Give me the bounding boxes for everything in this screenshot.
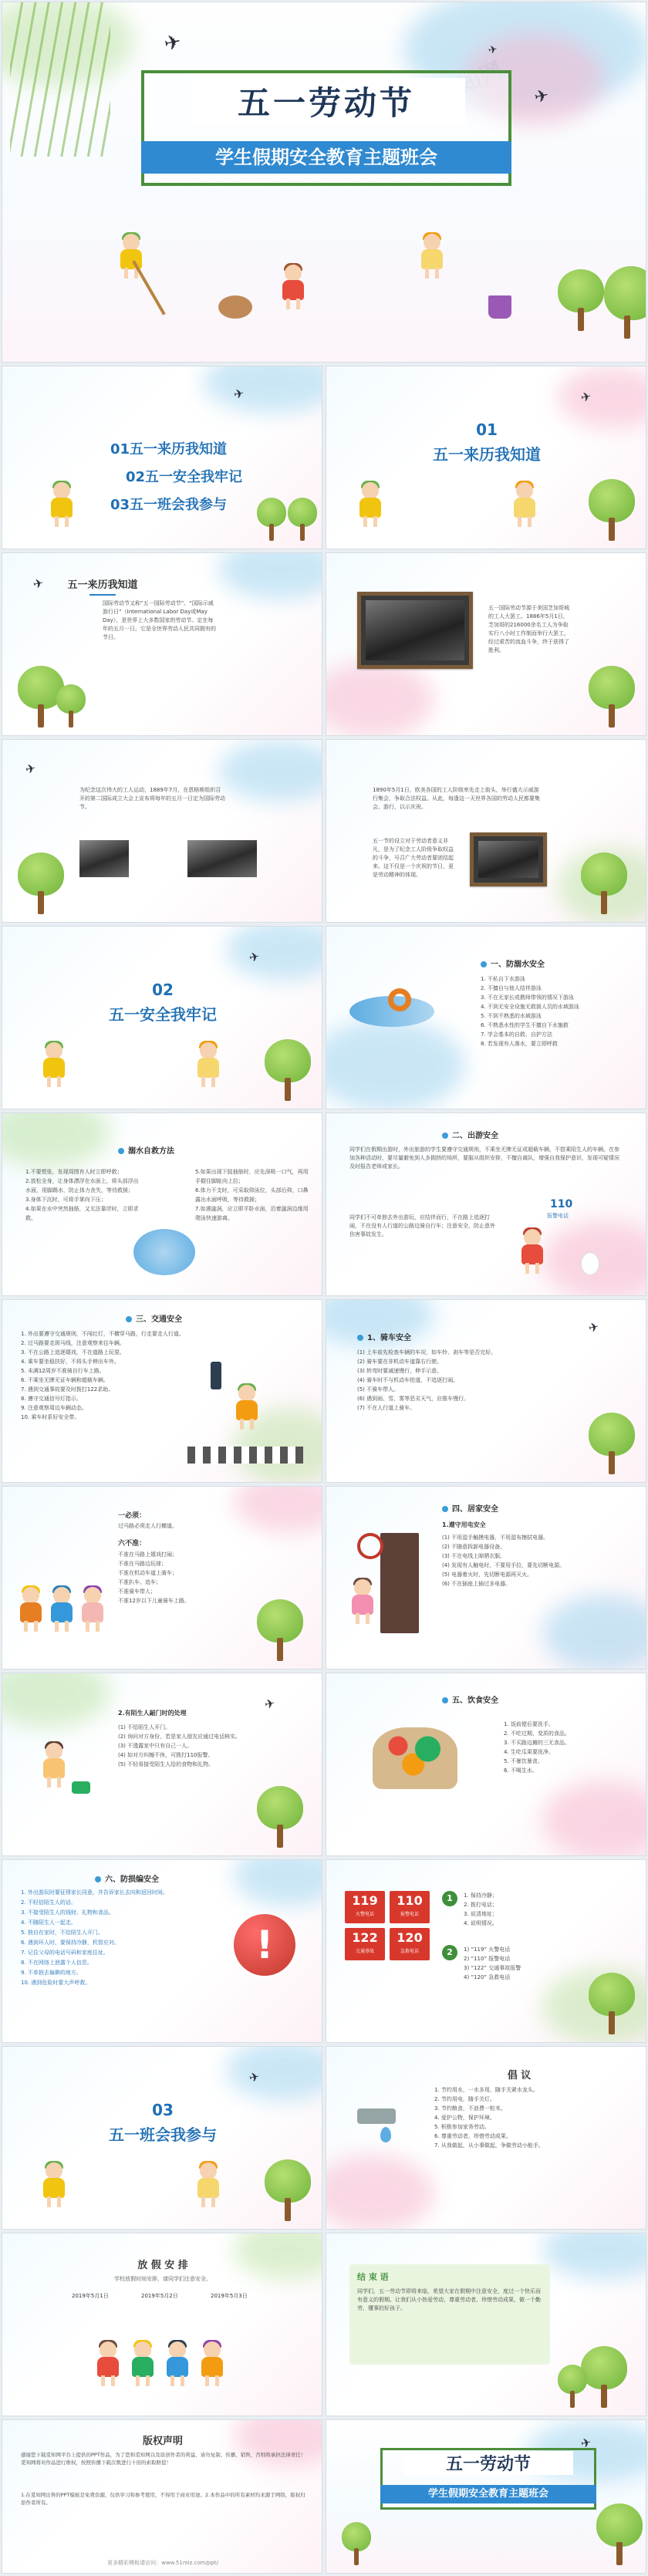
slide-heading: 1、骑车安全 xyxy=(357,1331,457,1343)
tree-illustration xyxy=(581,829,627,914)
step-badge: 2 xyxy=(442,1945,457,1960)
rule-item: (3) 不在电线上晾晒衣服。 xyxy=(442,1553,506,1559)
rule-item: 3. 说清地址； xyxy=(464,1911,498,1917)
rule-item: (1) 不用湿手触摸电器，不用湿布擦拭电器。 xyxy=(442,1534,549,1541)
kid-illustration xyxy=(79,1587,110,1641)
end-subtitle: 学生假期安全教育主题班会 xyxy=(380,2485,596,2503)
proposal-item: 7. 从我做起，从小事做起，争做劳动小能手。 xyxy=(434,2142,544,2149)
slide-traffic xyxy=(2,1299,322,1483)
step-badge: 1 xyxy=(442,1891,457,1906)
proposal-list xyxy=(434,2085,627,2150)
traffic-light-icon xyxy=(211,1362,221,1389)
emergency-number-box[interactable] xyxy=(390,1928,430,1960)
swallow-icon: ✈ xyxy=(587,1318,601,1336)
watercolor-wash xyxy=(542,1781,646,1856)
section-number: 03 xyxy=(152,2101,174,2119)
tree-illustration xyxy=(18,829,64,914)
slide-paragraph: 同学们，五一劳动节即将来临，希望大家在假期中注意安全，度过一个快乐而有意义的假期。让我们从小热爱劳动，尊重劳动者，珍惜劳动成果，做一个勤劳、懂事的好孩子。 xyxy=(357,2288,541,2311)
rule-item: 9. 注意观察周边车辆动态。 xyxy=(21,1405,87,1411)
rule-item: 8. 遵守交通信号灯指示。 xyxy=(21,1396,82,1402)
watercolor-wash xyxy=(218,740,322,802)
watercolor-wash xyxy=(203,366,322,413)
rule-item: 不准骑车带人； xyxy=(118,1588,156,1595)
rule-item: (6) 遇到雨、雪、雾等恶劣天气，应推车慢行。 xyxy=(357,1396,470,1402)
slide-heading: 六、防损编安全 xyxy=(95,1872,211,1885)
rule-item: 不准12岁以下儿童骑车上路。 xyxy=(118,1598,190,1604)
toc-item[interactable]: 02五一安全我牢记 xyxy=(126,469,243,485)
rule-item: (4) 骑车时不与机动车抢道，不追逐打闹。 xyxy=(357,1377,459,1383)
kid-illustration xyxy=(234,1385,265,1439)
watercolor-wash xyxy=(542,2233,646,2280)
rule-item: 3. 不接受陌生人的钱财、礼物和食品。 xyxy=(21,1909,114,1916)
tree-illustration xyxy=(604,246,646,339)
watercolor-wash xyxy=(234,1859,322,1906)
photo-frame xyxy=(357,592,473,669)
rule-item: 5. 不到不熟悉的水域游泳 xyxy=(481,1013,542,1019)
pool-illustration xyxy=(133,1229,195,1275)
slide-history-4 xyxy=(326,739,646,923)
willow-branches xyxy=(10,2,110,157)
kid-illustration xyxy=(511,482,542,536)
proposal-item: 5. 积极参加家务劳动。 xyxy=(434,2124,490,2130)
slide-paragraph: 国际劳动节又称“五一国际劳动节”、“国际示威游行日”（International Labor Day或May Day），是世界上大多数国家的劳动节。定在每年的五月一日。它是全世界劳动人民共同拥有的节日。 xyxy=(103,600,216,640)
rule-list xyxy=(481,974,627,1048)
emergency-number-box[interactable] xyxy=(345,1891,385,1923)
rescue-list-right xyxy=(195,1167,311,1223)
slide-toc xyxy=(2,366,322,549)
section-title: 五一安全我牢记 xyxy=(109,1005,217,1024)
rule-item: (5) 不骑车带人。 xyxy=(357,1386,400,1393)
tree-illustration xyxy=(589,1950,635,2034)
emergency-number-box[interactable] xyxy=(345,1928,385,1960)
schedule-date: 2019年5月3日 xyxy=(211,2293,248,2299)
rescue-item: 7.如遇漩涡，应立即平卧水面，沿着漩涡边缘用爬泳快速游离。 xyxy=(195,1206,309,1221)
swallow-icon: ✈ xyxy=(248,2068,262,2086)
watercolor-wash xyxy=(234,1486,322,1533)
rule-item: 8. 不在网络上泄露个人信息。 xyxy=(21,1960,93,1966)
kid-illustration xyxy=(419,234,450,288)
rule-item: 4. 不到无安全设施无救援人员的水域游泳 xyxy=(481,1004,579,1010)
numbers-list xyxy=(464,1945,587,1982)
rule-item: (3) 不透露家中只有自己一人。 xyxy=(118,1743,193,1749)
rule-item: 2. 不吃过期、变质的食品。 xyxy=(504,1730,570,1737)
slide-paragraph: 感谢您下载觅知网平台上提供的PPT作品，为了您和觅知网以及原创作者的利益，请勿复制、传播、销售，否则将承担法律责任！觅知网将对作品进行维权，按照传播下载次数进行十倍的索取赔偿！ xyxy=(21,2452,306,2466)
toc-item[interactable]: 03五一班会我参与 xyxy=(110,497,228,513)
crosswalk-illustration xyxy=(187,1447,303,1464)
slide-anti-abduction xyxy=(2,1859,322,2043)
historic-photo xyxy=(79,840,129,877)
emergency-number: 110 xyxy=(397,1893,423,1908)
rule-item: 3. 不在无家长或教师带领的情况下游泳 xyxy=(481,994,574,1001)
rule-item: 6. 不喝生水。 xyxy=(504,1767,538,1774)
rule-item: (2) 询问对方身份，若是家人朋友应通过电话核实。 xyxy=(118,1734,241,1740)
kid-illustration xyxy=(280,265,311,319)
kid-illustration xyxy=(41,2162,72,2216)
rule-item: 1. 保持冷静； xyxy=(464,1892,498,1899)
slide-heading: 放 假 安 排 xyxy=(137,2260,188,2271)
section-title: 五一来历我知道 xyxy=(433,445,541,464)
watercolor-wash xyxy=(326,661,434,736)
food-list xyxy=(504,1720,619,1775)
bucket-illustration xyxy=(488,295,511,319)
slide-history-1 xyxy=(2,552,322,736)
sub-heading: 2.有陌生人敲门时的处理 xyxy=(118,1710,187,1717)
rule-item: 2) “110” 报警电话 xyxy=(464,1956,511,1962)
slide-heading: 版权声明 xyxy=(142,2436,183,2447)
rule-item: 5. 不暴饮暴食。 xyxy=(504,1758,543,1764)
proposal-item: 3. 节约粮食，不浪费一粒米。 xyxy=(434,2105,506,2112)
warning-icon: ! xyxy=(234,1914,295,1976)
rule-item: 8. 若发现有人落水，要立即呼救 xyxy=(481,1041,558,1047)
proposal-item: 4. 爱护公物，保护环境。 xyxy=(434,2115,495,2121)
rule-item: (4) 发现有人触电时，不要用手拉，要先切断电源。 xyxy=(442,1562,565,1568)
slide-cycling xyxy=(326,1299,646,1483)
slide-section-01 xyxy=(326,366,646,549)
slide-history-2 xyxy=(326,552,646,736)
tree-illustration xyxy=(265,1024,311,1101)
rule-item: 7. 遇到交通事故要及时拨打122求助。 xyxy=(21,1386,114,1393)
rule-item: 不准在马路上嬉戏打闹； xyxy=(118,1551,177,1558)
rule-item: 3) “122” 交通事故报警 xyxy=(464,1965,521,1971)
kid-illustration xyxy=(199,2341,230,2395)
sub-heading: 1.遵守用电安全 xyxy=(442,1521,486,1528)
cover-title: 五一劳动节 xyxy=(187,78,465,124)
watercolor-wash xyxy=(558,366,646,428)
kid-illustration xyxy=(519,1229,550,1283)
slide-paragraph: 1890年5月1日，欧美各国的工人阶级率先走上街头，举行盛大示威游行集会，争取合法权益。从此，每逢这一天世界各国的劳动人民都要集会、游行，以示庆祝。 xyxy=(373,787,540,810)
emergency-number: 119 xyxy=(352,1893,378,1908)
stranger-list xyxy=(118,1723,272,1769)
rabbit-illustration xyxy=(581,1252,599,1275)
rule-item: 7. 学会基本的自救、自护方法 xyxy=(481,1031,552,1038)
tree-illustration xyxy=(288,479,319,541)
section-number: 01 xyxy=(476,420,498,439)
rule-item: (2) 骑车要在非机动车道靠右行驶。 xyxy=(357,1359,443,1365)
kid-illustration xyxy=(349,1579,380,1633)
slide-heading: 溺水自救方法 xyxy=(118,1144,218,1156)
rule-item: 5. 独自在家时，不给陌生人开门。 xyxy=(21,1929,103,1936)
rescue-item: 5.如果出现下肢抽筋时，应先深吸一口气，再用手握住脚趾向上拉； xyxy=(195,1169,309,1184)
rule-item: (6) 不在插座上插过多电器。 xyxy=(442,1581,511,1587)
kid-illustration xyxy=(164,2341,195,2395)
swallow-icon: ✈ xyxy=(248,948,262,966)
rule-item: 不准在机动车道上骑车； xyxy=(118,1570,177,1576)
slide-proposal xyxy=(326,2046,646,2230)
rule-item: (5) 电器着火时，先切断电源再灭火。 xyxy=(442,1572,533,1578)
watercolor-wash xyxy=(542,1595,646,1670)
cycling-list xyxy=(357,1348,581,1413)
rule-item: (1) 上车前先检查车辆的车况，如车铃、刹车等是否完好。 xyxy=(357,1349,497,1356)
emergency-number-box[interactable] xyxy=(390,1891,430,1923)
tree-illustration xyxy=(589,1389,635,1474)
slide-heading: 三、交通安全 xyxy=(126,1312,226,1325)
six-rules-list xyxy=(118,1550,234,1605)
cover-slide xyxy=(2,2,646,363)
tree-illustration xyxy=(589,643,635,728)
slide-paragraph: 过马路必须走人行横道。 xyxy=(118,1523,177,1529)
kid-illustration xyxy=(49,1587,79,1641)
call-steps-list xyxy=(464,1891,572,1928)
rule-item: 4. 不随陌生人一起走。 xyxy=(21,1919,76,1926)
tree-illustration xyxy=(342,2511,373,2565)
slide-home-safety xyxy=(326,1486,646,1670)
swallow-icon: ✈ xyxy=(232,385,246,403)
rule-item: 4) “120” 急救电话 xyxy=(464,1974,511,1980)
slide-heading: 四、居家安全 xyxy=(442,1502,542,1514)
traffic-list xyxy=(21,1329,198,1422)
slide-section-03 xyxy=(2,2046,322,2230)
emergency-label: 报警电话 xyxy=(400,1912,419,1917)
slide-heading: 五一来历我知道 xyxy=(49,576,157,596)
rescue-item: 1.不要慌张，发现周围有人时立即呼救； xyxy=(25,1169,123,1175)
schedule-date: 2019年5月1日 xyxy=(72,2293,109,2299)
tree-illustration xyxy=(558,254,604,331)
rescue-item: 4.如果在水中突然抽筋，又无法靠岸时，立即求救。 xyxy=(25,1206,139,1221)
dog-illustration xyxy=(218,295,252,319)
rule-item: (2) 不随意拆卸电器设备。 xyxy=(442,1544,506,1550)
rule-item: 9. 不单独去偏僻的地方。 xyxy=(21,1970,82,1976)
watercolor-wash xyxy=(218,552,322,599)
rule-heading: 一必须： xyxy=(118,1512,147,1520)
toc-item[interactable]: 01五一来历我知道 xyxy=(110,441,228,457)
rule-item: 4. 生吃瓜果要洗净。 xyxy=(504,1749,554,1755)
rule-item: 不准扒车、追车； xyxy=(118,1579,161,1585)
rule-item: 1. 饭前便后要洗手。 xyxy=(504,1721,554,1727)
slide-paragraph: 五一国际劳动节源于美国芝加哥城的工人大罢工。1886年5月1日，芝加哥的216000余名工人为争取实行八小时工作制而举行大罢工，经过艰苦的流血斗争，终于获得了胜利。 xyxy=(488,605,569,653)
proposal-item: 2. 节约用电，随手关灯。 xyxy=(434,2096,495,2102)
tree-illustration xyxy=(265,2144,311,2221)
slide-travel xyxy=(326,1112,646,1296)
swallow-icon: ✈ xyxy=(579,388,593,406)
tree-illustration xyxy=(558,2346,589,2408)
kid-illustration xyxy=(195,1042,226,1096)
rule-item: 10. 遇到危险时要大声呼救。 xyxy=(21,1980,91,1986)
telephone-icon xyxy=(72,1781,90,1794)
rule-item: 2. 不轻信陌生人的话。 xyxy=(21,1899,76,1906)
swallow-icon: ✈ xyxy=(579,2434,593,2452)
rule-item: 1. 不私自下水游泳 xyxy=(481,976,525,982)
kid-illustration xyxy=(41,1743,72,1797)
rule-item: 2. 拨打电话； xyxy=(464,1902,498,1908)
tree-illustration xyxy=(56,666,87,728)
kid-illustration xyxy=(18,1587,49,1641)
no-entry-icon xyxy=(357,1533,383,1559)
slide-drowning xyxy=(326,926,646,1109)
faucet-icon xyxy=(357,2108,396,2124)
slide-self-rescue xyxy=(2,1112,322,1296)
emergency-number: 120 xyxy=(397,1930,423,1945)
call-label: 报警电话 xyxy=(547,1213,569,1219)
slide-heading: 倡 议 xyxy=(507,2070,532,2081)
kid-illustration xyxy=(357,482,388,536)
slide-history-3 xyxy=(2,739,322,923)
watercolor-wash xyxy=(2,1673,110,1727)
section-title: 五一班会我参与 xyxy=(109,2125,217,2144)
watercolor-wash xyxy=(226,926,322,981)
emergency-number: 122 xyxy=(352,1930,378,1945)
proposal-item: 6. 尊重劳动者，珍惜劳动成果。 xyxy=(434,2133,511,2139)
kid-illustration xyxy=(95,2341,126,2395)
emergency-label: 交通事故 xyxy=(355,1949,374,1954)
tree-illustration xyxy=(589,464,635,541)
rule-item: 3. 不在公路上追逐嬉戏，不在道路上玩耍。 xyxy=(21,1349,125,1356)
swallow-icon: ✈ xyxy=(32,575,46,593)
rule-item: (4) 如对方纠缠不休，可拨打110报警。 xyxy=(118,1752,214,1758)
rule-item: 10. 乘车时系好安全带。 xyxy=(21,1414,80,1420)
slide-paragraph: 五一节的设立对于劳动者意义非凡，是为了纪念工人阶级争取权益的斗争，号召广大劳动者要团结起来。这不仅是一个庆祝的节日，更是劳动精神的体现。 xyxy=(373,838,454,878)
swim-ring-icon xyxy=(388,988,411,1011)
swallow-icon: ✈ xyxy=(24,760,38,778)
rescue-item: 3.身体下沉时，可将手掌向下压； xyxy=(25,1197,106,1203)
rule-item: 6. 遇到坏人时，要保持冷静，机智应对。 xyxy=(21,1940,120,1946)
anti-abduction-list xyxy=(21,1888,206,1988)
vegetable-basket-illustration xyxy=(373,1727,457,1789)
slide-paragraph: 1.在觅知网出售的PPT模板是免费资源，仅供学习和参考使用，不得用于商业用途。2.本作品中的所有素材均来源于网络，版权归原作者所有。 xyxy=(21,2492,305,2506)
rule-item: 2. 不擅自与他人结伴游泳 xyxy=(481,985,542,991)
rule-item: 4. 说明情况。 xyxy=(464,1920,498,1926)
watercolor-wash xyxy=(226,2046,322,2101)
rule-item: 5. 未满12周岁不准骑自行车上路。 xyxy=(21,1368,105,1374)
tree-illustration xyxy=(257,1576,303,1661)
slide-paragraph: 同学们不可单独去外出游玩，应结伴而行，不在路上追逐打闹，不在没有人行道的公路边骑自行车；注意安全，防止意外伤害事故发生。 xyxy=(349,1214,495,1237)
footer-link[interactable]: 更多精彩模板请访问：www.51miz.com/ppt/ xyxy=(107,2560,218,2566)
photo-frame xyxy=(470,832,547,886)
cover-subtitle: 学生假期安全教育主题班会 xyxy=(141,141,511,174)
slide-emergency-numbers xyxy=(326,1859,646,2043)
kid-illustration xyxy=(41,1042,72,1096)
kid-illustration xyxy=(130,2341,160,2395)
rule-item: 4. 乘车要坐稳扶好，不将头手伸出车外。 xyxy=(21,1359,120,1365)
emergency-label: 火警电话 xyxy=(355,1912,374,1917)
watercolor-wash xyxy=(326,2155,434,2230)
slide-copyright xyxy=(2,2419,322,2574)
slide-closing xyxy=(326,2233,646,2416)
door-illustration xyxy=(380,1533,419,1633)
watercolor-wash xyxy=(326,1019,465,1109)
broom-illustration xyxy=(132,260,165,315)
rescue-item: 2.放松全身，让身体漂浮在水面上，将头部浮出水面，用脚踢水，防止体力丧失，等待救援； xyxy=(25,1178,139,1193)
slide-paragraph: 学校放假时间安排，请同学们注意安全。 xyxy=(114,2276,211,2282)
water-drop-icon xyxy=(380,2127,391,2142)
tree-illustration xyxy=(257,487,288,541)
home-safety-list xyxy=(442,1533,627,1588)
end-title: 五一劳动节 xyxy=(403,2451,573,2475)
rule-item: 7. 记住父母的电话号码和家庭住址。 xyxy=(21,1950,109,1956)
slide-paragraph: 同学们在假期出游时，外出旅游的学生要遵守交通规则，不乘坐无牌无证或超载车辆，不搭乘陌生人的车辆。在参加各种活动时，要尽量避免到人多拥挤的场所，要服从组织安排，不擅自离队，增强自我保护意识，发现可疑情况及时报告老师或家长。 xyxy=(349,1146,619,1170)
slide-food xyxy=(326,1673,646,1856)
rescue-list-left xyxy=(25,1167,141,1223)
slide-section-02 xyxy=(2,926,322,1109)
historic-photo xyxy=(187,840,257,877)
swallow-icon: ✈ xyxy=(487,42,499,58)
call-number: 110 xyxy=(550,1198,573,1210)
swallow-icon: ✈ xyxy=(532,86,551,108)
rule-item: 1) “119” 火警电话 xyxy=(464,1946,511,1953)
rule-heading: 六不准： xyxy=(118,1540,147,1548)
slide-heading: 二、出游安全 xyxy=(442,1129,542,1141)
slide-heading: 五、饮食安全 xyxy=(442,1693,542,1706)
watercolor-wash xyxy=(2,1112,110,1167)
rule-item: (1) 不给陌生人开门。 xyxy=(118,1724,171,1730)
rule-item: 不准在马路边玩球； xyxy=(118,1561,167,1567)
swallow-icon: ✈ xyxy=(263,1695,277,1713)
rule-item: 2. 过马路要走斑马线，注意观察来往车辆。 xyxy=(21,1340,125,1346)
slide-end xyxy=(326,2419,646,2574)
slide-heading: 一、防溺水安全 xyxy=(481,957,619,970)
section-number: 02 xyxy=(152,981,174,999)
rule-item: (7) 不在人行道上骑车。 xyxy=(357,1405,416,1411)
kid-illustration xyxy=(49,482,79,536)
schedule-date: 2019年5月2日 xyxy=(141,2293,178,2299)
rule-item: 6. 不乘坐无牌无证车辆和超载车辆。 xyxy=(21,1377,109,1383)
tree-illustration xyxy=(596,2488,643,2565)
rule-item: (3) 转弯时要减速慢行，伸手示意。 xyxy=(357,1368,443,1374)
slide-six-rules xyxy=(2,1486,322,1670)
slide-heading: 结 束 语 xyxy=(357,2272,389,2282)
rule-item: (5) 不轻易接受陌生人给的食物和礼物。 xyxy=(118,1761,214,1767)
rule-item: 6. 不熟悉水性的学生不擅自下水施救 xyxy=(481,1022,569,1028)
swallow-icon: ✈ xyxy=(162,30,184,56)
slide-stranger xyxy=(2,1673,322,1856)
slide-paragraph: 为纪念这次伟大的工人运动，1889年7月，在恩格斯组织召开的第二国际成立大会上宣布将每年的五月一日定为国际劳动节。 xyxy=(79,787,225,810)
rule-item: 1. 外出游玩时要征得家长同意，并告诉家长去向和返回时间。 xyxy=(21,1889,168,1896)
slide-holiday-schedule xyxy=(2,2233,322,2416)
tree-illustration xyxy=(257,1763,303,1848)
rescue-item: 6.体力不支时，可采取仰泳位，头部后仰，口鼻露出水面呼吸，等待救援； xyxy=(195,1187,309,1203)
kid-illustration xyxy=(195,2162,226,2216)
proposal-item: 1. 节约用水，一水多用，随手关紧水龙头。 xyxy=(434,2087,538,2093)
rule-item: 1. 外出要遵守交通规则，不闯红灯，不横穿马路，行走要走人行道。 xyxy=(21,1331,184,1337)
emergency-label: 急救电话 xyxy=(400,1949,419,1954)
rule-item: 3. 不买路边摊的三无食品。 xyxy=(504,1740,570,1746)
